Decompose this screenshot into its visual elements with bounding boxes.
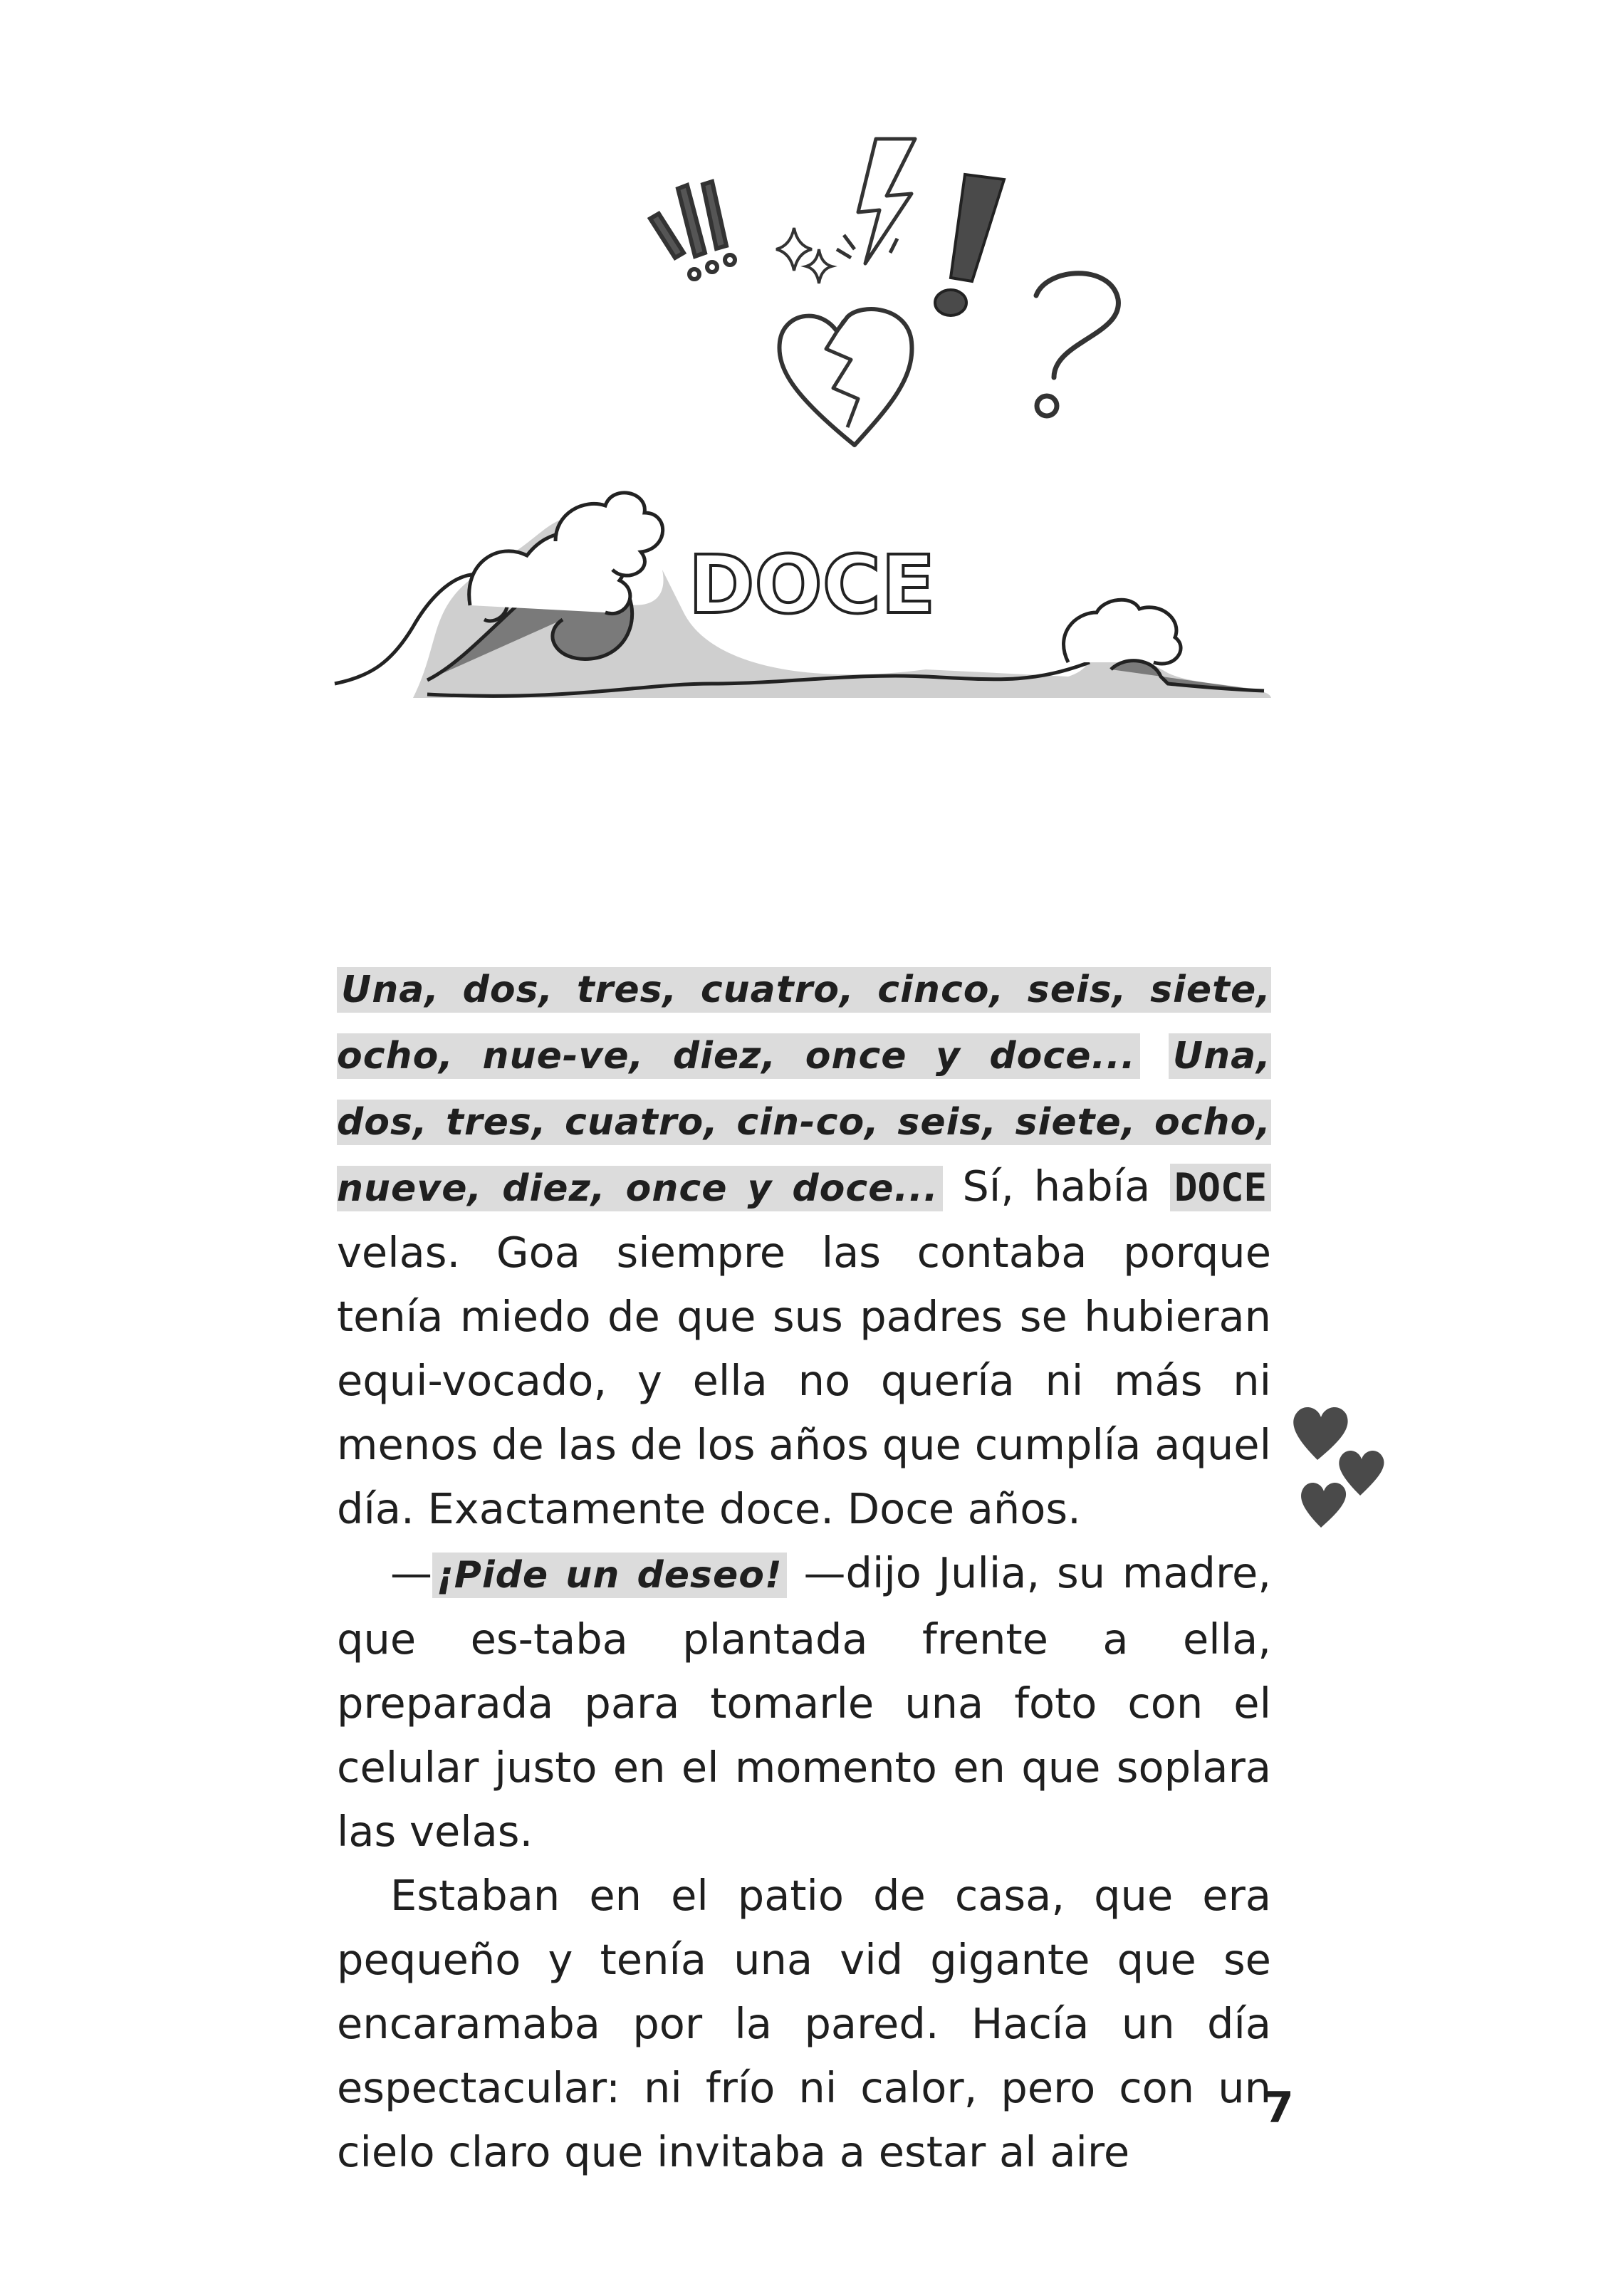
wish-highlight: ¡Pide un deseo! [432, 1553, 787, 1598]
exclamation-marks-icon [650, 182, 735, 279]
paragraph-2-text: —dijo Julia, su madre, que es-taba plantada frente a ella, preparada para tomarle una foto con el celular justo en el momento en que soplara las velas. [337, 1548, 1271, 1856]
sparkle-icon [776, 228, 832, 283]
lightning-icon [837, 139, 915, 263]
paragraph-2 [337, 1541, 1271, 1864]
hearts-icon [1282, 1374, 1424, 1553]
dialogue-dash: — [390, 1548, 432, 1597]
counting-highlight-1: Una, dos, tres, cuatro, cinco, seis, siete, ocho, nue-ve, diez, once y doce... [337, 969, 1271, 1077]
counting-highlight-2: Una, dos, tres, cuatro, cin-co, seis, siete, ocho, nueve, diez, once y doce... [337, 1035, 1271, 1210]
paragraph-3: Estaban en el patio de casa, que era pequeño y tenía una vid gigante que se encaramaba por la pared. Hacía un día espectacular: ni frío ni calor, pero con un cielo claro que invitaba a estar al aire [337, 1871, 1271, 2176]
question-mark-icon [1036, 273, 1118, 416]
page-number: 7 [1264, 2083, 1294, 2133]
paragraph-1-text-a: Sí, había [962, 1162, 1151, 1211]
broken-heart-icon [779, 309, 912, 445]
chapter-title [688, 531, 936, 637]
exclamation-icon [935, 174, 1004, 315]
doce-highlight: DOCE [1170, 1164, 1271, 1211]
body-text [337, 956, 1271, 2184]
paragraph-1-text-b: velas. Goa siempre las contaba porque tenía miedo de que sus padres se hubieran equi-vocado, y ella no quería ni más ni menos de las de los años que cumplía aquel día. Exactamente doce. Doce años. [337, 1228, 1271, 1533]
chapter-title-text: DOCE [688, 539, 936, 632]
paragraph-1 [337, 956, 1271, 1541]
